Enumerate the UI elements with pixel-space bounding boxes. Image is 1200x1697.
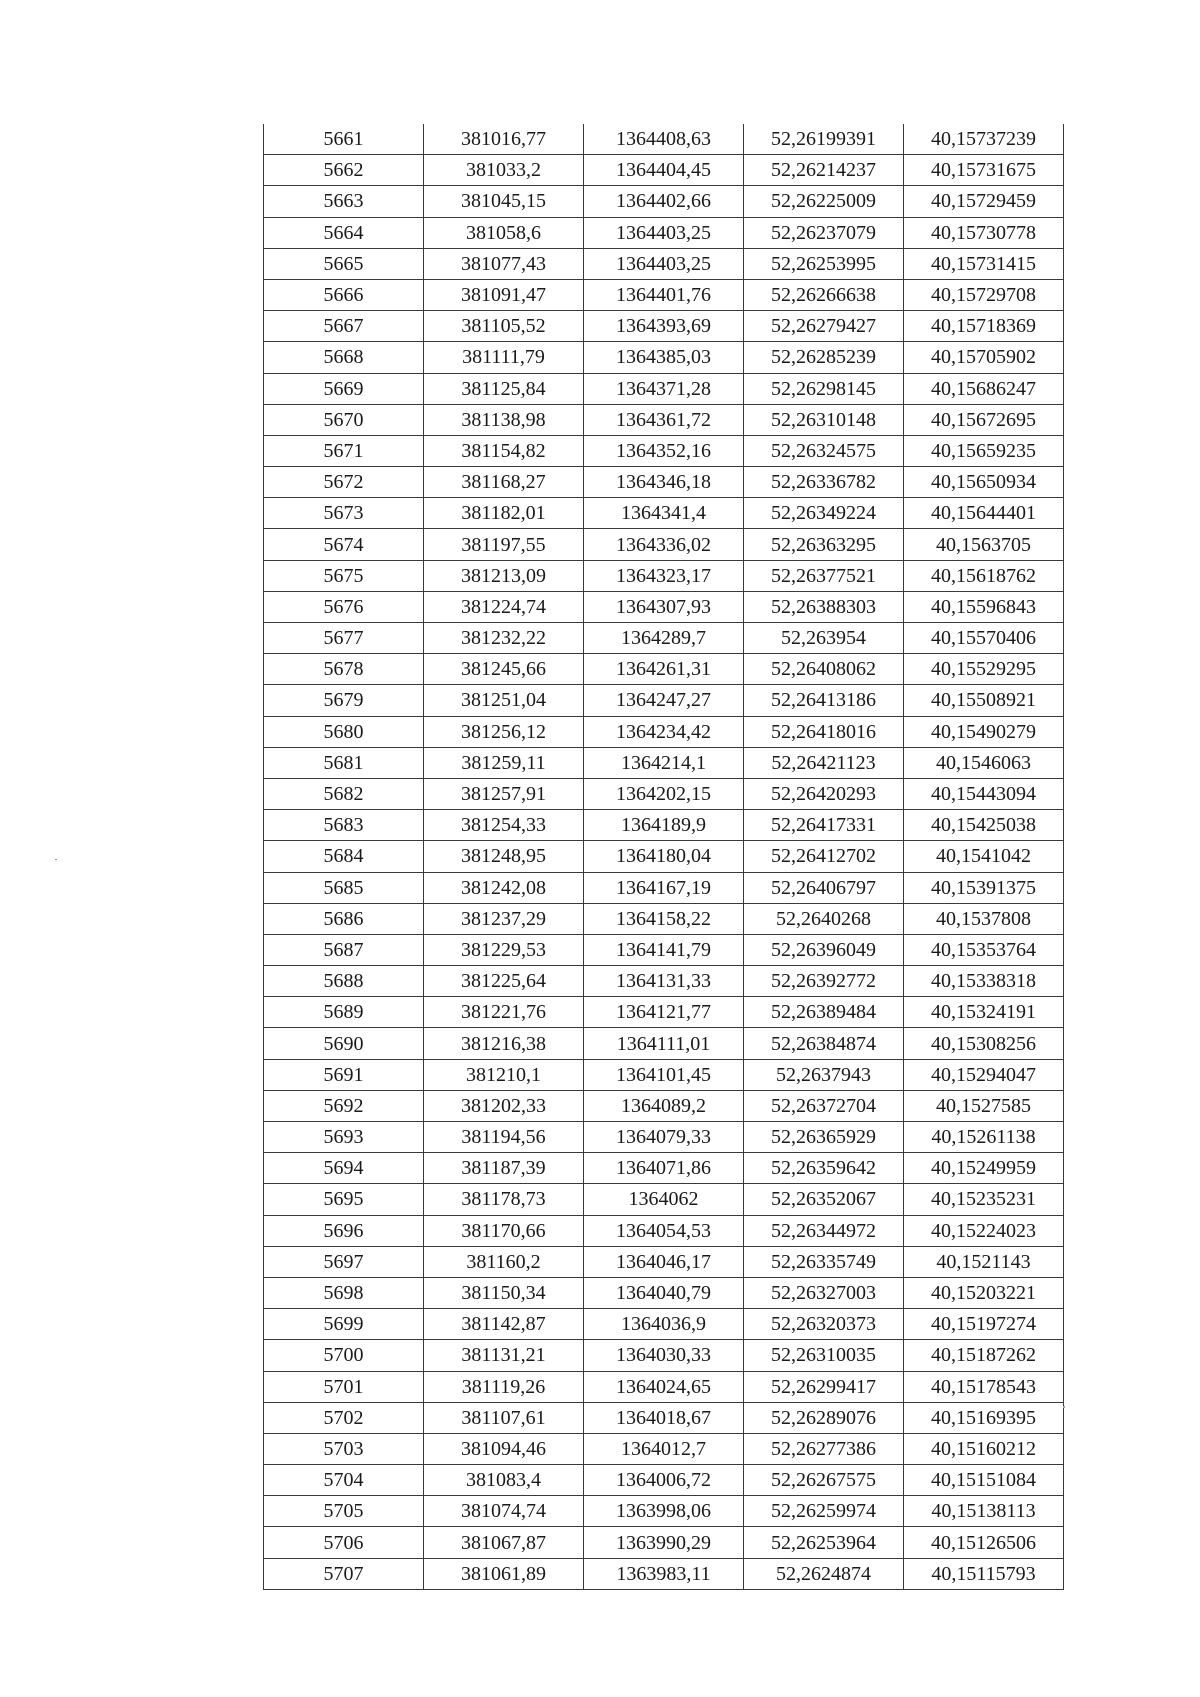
table-cell: 40,15187262	[904, 1340, 1064, 1371]
table-row	[264, 1122, 1064, 1153]
table-cell: 52,26359642	[744, 1153, 904, 1184]
table-cell: 1364247,27	[584, 685, 744, 716]
table-cell: 40,1546063	[904, 747, 1064, 778]
table-cell: 1364346,18	[584, 467, 744, 498]
table-row	[264, 778, 1064, 809]
table-cell: 52,26320373	[744, 1309, 904, 1340]
table-row	[264, 747, 1064, 778]
table-cell: 52,26199391	[744, 124, 904, 155]
table-cell: 1364121,77	[584, 997, 744, 1028]
table-cell: 1364071,86	[584, 1153, 744, 1184]
table-row	[264, 1371, 1064, 1402]
table-cell: 5692	[264, 1090, 424, 1121]
scan-speck	[1063, 1406, 1065, 1408]
table-row	[264, 279, 1064, 310]
table-cell: 381083,4	[424, 1465, 584, 1496]
table-cell: 1364089,2	[584, 1090, 744, 1121]
table-cell: 1364214,1	[584, 747, 744, 778]
table-cell: 5676	[264, 591, 424, 622]
table-row	[264, 934, 1064, 965]
table-cell: 1364012,7	[584, 1433, 744, 1464]
table-cell: 381197,55	[424, 529, 584, 560]
table-cell: 5663	[264, 186, 424, 217]
table-cell: 1364141,79	[584, 934, 744, 965]
table-cell: 40,15138113	[904, 1496, 1064, 1527]
table-cell: 5690	[264, 1028, 424, 1059]
table-cell: 1364336,02	[584, 529, 744, 560]
table-cell: 52,26225009	[744, 186, 904, 217]
table-cell: 52,26299417	[744, 1371, 904, 1402]
table-cell: 381111,79	[424, 342, 584, 373]
table-cell: 5662	[264, 155, 424, 186]
table-cell: 5674	[264, 529, 424, 560]
table-cell: 52,26253995	[744, 248, 904, 279]
table-row	[264, 373, 1064, 404]
table-cell: 381061,89	[424, 1558, 584, 1589]
table-cell: 40,15126506	[904, 1527, 1064, 1558]
table-cell: 1364385,03	[584, 342, 744, 373]
table-cell: 5702	[264, 1402, 424, 1433]
table-cell: 1364189,9	[584, 810, 744, 841]
table-cell: 1363983,11	[584, 1558, 744, 1589]
table-row	[264, 1527, 1064, 1558]
table-cell: 5668	[264, 342, 424, 373]
table-row	[264, 248, 1064, 279]
table-cell: 5696	[264, 1215, 424, 1246]
table-cell: 1364341,4	[584, 498, 744, 529]
table-cell: 52,2640268	[744, 903, 904, 934]
table-cell: 52,26388303	[744, 591, 904, 622]
table-cell: 381074,74	[424, 1496, 584, 1527]
table-cell: 52,26335749	[744, 1246, 904, 1277]
table-cell: 40,15338318	[904, 966, 1064, 997]
table-cell: 381131,21	[424, 1340, 584, 1371]
table-row	[264, 1059, 1064, 1090]
table-cell: 1364036,9	[584, 1309, 744, 1340]
table-cell: 1364401,76	[584, 279, 744, 310]
table-cell: 1364289,7	[584, 623, 744, 654]
table-row	[264, 155, 1064, 186]
table-cell: 381237,29	[424, 903, 584, 934]
table-cell: 5664	[264, 217, 424, 248]
table-row	[264, 560, 1064, 591]
table-cell: 381138,98	[424, 404, 584, 435]
table-cell: 40,15650934	[904, 467, 1064, 498]
table-cell: 5686	[264, 903, 424, 934]
table-cell: 40,15729459	[904, 186, 1064, 217]
table-cell: 52,26372704	[744, 1090, 904, 1121]
table-cell: 381225,64	[424, 966, 584, 997]
table-row	[264, 716, 1064, 747]
table-cell: 40,15644401	[904, 498, 1064, 529]
table-row	[264, 997, 1064, 1028]
table-cell: 1364403,25	[584, 217, 744, 248]
table-cell: 40,15570406	[904, 623, 1064, 654]
table-cell: 1364371,28	[584, 373, 744, 404]
table-row	[264, 903, 1064, 934]
table-cell: 5697	[264, 1246, 424, 1277]
table-cell: 1364403,25	[584, 248, 744, 279]
table-cell: 5703	[264, 1433, 424, 1464]
table-cell: 1364393,69	[584, 311, 744, 342]
table-cell: 1364180,04	[584, 841, 744, 872]
table-cell: 52,26421123	[744, 747, 904, 778]
table-row	[264, 1153, 1064, 1184]
table-cell: 40,15197274	[904, 1309, 1064, 1340]
table-cell: 381150,34	[424, 1277, 584, 1308]
table-row	[264, 1090, 1064, 1121]
table-cell: 5681	[264, 747, 424, 778]
table-row	[264, 841, 1064, 872]
table-row	[264, 654, 1064, 685]
table-cell: 5694	[264, 1153, 424, 1184]
table-cell: 381125,84	[424, 373, 584, 404]
table-cell: 52,2637943	[744, 1059, 904, 1090]
table-cell: 381178,73	[424, 1184, 584, 1215]
table-row	[264, 810, 1064, 841]
table-row	[264, 591, 1064, 622]
table-row	[264, 872, 1064, 903]
table-cell: 1364158,22	[584, 903, 744, 934]
table-row	[264, 1277, 1064, 1308]
table-cell: 381154,82	[424, 435, 584, 466]
coordinates-table-body	[264, 124, 1064, 1589]
table-cell: 52,26344972	[744, 1215, 904, 1246]
table-cell: 5673	[264, 498, 424, 529]
table-cell: 1364307,93	[584, 591, 744, 622]
table-row	[264, 1246, 1064, 1277]
table-cell: 381224,74	[424, 591, 584, 622]
table-cell: 40,15686247	[904, 373, 1064, 404]
table-cell: 381256,12	[424, 716, 584, 747]
table-cell: 1364352,16	[584, 435, 744, 466]
table-cell: 40,15115793	[904, 1558, 1064, 1589]
table-cell: 1364131,33	[584, 966, 744, 997]
table-cell: 52,26214237	[744, 155, 904, 186]
table-cell: 5695	[264, 1184, 424, 1215]
table-cell: 1364234,42	[584, 716, 744, 747]
table-cell: 381182,01	[424, 498, 584, 529]
table-cell: 52,26253964	[744, 1527, 904, 1558]
table-cell: 52,26396049	[744, 934, 904, 965]
table-cell: 5671	[264, 435, 424, 466]
table-cell: 52,26349224	[744, 498, 904, 529]
table-cell: 1364101,45	[584, 1059, 744, 1090]
table-cell: 5680	[264, 716, 424, 747]
table-cell: 1364408,63	[584, 124, 744, 155]
table-cell: 5682	[264, 778, 424, 809]
table-cell: 5706	[264, 1527, 424, 1558]
table-cell: 5672	[264, 467, 424, 498]
table-cell: 52,26310148	[744, 404, 904, 435]
table-cell: 381091,47	[424, 279, 584, 310]
table-row	[264, 498, 1064, 529]
table-row	[264, 1465, 1064, 1496]
table-cell: 381067,87	[424, 1527, 584, 1558]
table-cell: 381160,2	[424, 1246, 584, 1277]
table-row	[264, 186, 1064, 217]
table-cell: 381210,1	[424, 1059, 584, 1090]
table-row	[264, 1340, 1064, 1371]
table-cell: 52,2624874	[744, 1558, 904, 1589]
table-cell: 5683	[264, 810, 424, 841]
table-cell: 381254,33	[424, 810, 584, 841]
table-cell: 381216,38	[424, 1028, 584, 1059]
table-cell: 40,15705902	[904, 342, 1064, 373]
table-cell: 1364167,19	[584, 872, 744, 903]
table-cell: 381105,52	[424, 311, 584, 342]
table-cell: 52,26389484	[744, 997, 904, 1028]
table-cell: 381077,43	[424, 248, 584, 279]
table-cell: 40,15729708	[904, 279, 1064, 310]
table-cell: 381187,39	[424, 1153, 584, 1184]
table-row	[264, 1309, 1064, 1340]
table-cell: 5704	[264, 1465, 424, 1496]
table-cell: 40,15308256	[904, 1028, 1064, 1059]
table-row	[264, 1433, 1064, 1464]
table-cell: 1364006,72	[584, 1465, 744, 1496]
table-cell: 40,15672695	[904, 404, 1064, 435]
table-cell: 381232,22	[424, 623, 584, 654]
table-cell: 381194,56	[424, 1122, 584, 1153]
table-cell: 381045,15	[424, 186, 584, 217]
table-cell: 40,15490279	[904, 716, 1064, 747]
table-cell: 381016,77	[424, 124, 584, 155]
table-cell: 52,26377521	[744, 560, 904, 591]
table-cell: 5685	[264, 872, 424, 903]
table-cell: 40,15529295	[904, 654, 1064, 685]
table-cell: 52,26266638	[744, 279, 904, 310]
table-row	[264, 435, 1064, 466]
table-cell: 1364040,79	[584, 1277, 744, 1308]
table-cell: 52,26417331	[744, 810, 904, 841]
table-cell: 1364046,17	[584, 1246, 744, 1277]
table-cell: 40,15425038	[904, 810, 1064, 841]
table-cell: 52,26259974	[744, 1496, 904, 1527]
table-cell: 1364030,33	[584, 1340, 744, 1371]
table-cell: 381242,08	[424, 872, 584, 903]
table-cell: 52,26384874	[744, 1028, 904, 1059]
table-cell: 40,15160212	[904, 1433, 1064, 1464]
table-cell: 52,26418016	[744, 716, 904, 747]
table-row	[264, 1402, 1064, 1433]
table-cell: 52,26336782	[744, 467, 904, 498]
table-cell: 52,26298145	[744, 373, 904, 404]
table-cell: 1364111,01	[584, 1028, 744, 1059]
table-cell: 52,26324575	[744, 435, 904, 466]
table-cell: 5705	[264, 1496, 424, 1527]
table-cell: 40,1527585	[904, 1090, 1064, 1121]
table-cell: 40,1541042	[904, 841, 1064, 872]
table-cell: 381170,66	[424, 1215, 584, 1246]
table-cell: 52,26285239	[744, 342, 904, 373]
table-cell: 52,26352067	[744, 1184, 904, 1215]
table-cell: 5666	[264, 279, 424, 310]
table-cell: 52,26413186	[744, 685, 904, 716]
table-cell: 1364202,15	[584, 778, 744, 809]
table-cell: 5699	[264, 1309, 424, 1340]
table-cell: 381107,61	[424, 1402, 584, 1433]
table-cell: 5670	[264, 404, 424, 435]
table-cell: 40,1563705	[904, 529, 1064, 560]
table-cell: 40,15178543	[904, 1371, 1064, 1402]
table-cell: 40,15249959	[904, 1153, 1064, 1184]
table-cell: 40,15391375	[904, 872, 1064, 903]
table-cell: 52,26363295	[744, 529, 904, 560]
table-cell: 52,26289076	[744, 1402, 904, 1433]
table-cell: 5661	[264, 124, 424, 155]
table-cell: 381142,87	[424, 1309, 584, 1340]
table-cell: 40,15718369	[904, 311, 1064, 342]
table-cell: 1364323,17	[584, 560, 744, 591]
table-row	[264, 1184, 1064, 1215]
table-cell: 5689	[264, 997, 424, 1028]
table-cell: 1364079,33	[584, 1122, 744, 1153]
table-cell: 40,15353764	[904, 934, 1064, 965]
table-cell: 1364361,72	[584, 404, 744, 435]
table-cell: 5678	[264, 654, 424, 685]
table-cell: 52,26267575	[744, 1465, 904, 1496]
table-cell: 40,15443094	[904, 778, 1064, 809]
table-cell: 5684	[264, 841, 424, 872]
table-cell: 40,15169395	[904, 1402, 1064, 1433]
coordinates-table	[263, 124, 1064, 1590]
table-cell: 5675	[264, 560, 424, 591]
table-cell: 52,26420293	[744, 778, 904, 809]
table-cell: 1364404,45	[584, 155, 744, 186]
table-cell: 40,15618762	[904, 560, 1064, 591]
table-cell: 381245,66	[424, 654, 584, 685]
table-row	[264, 966, 1064, 997]
table-cell: 5665	[264, 248, 424, 279]
table-cell: 40,15224023	[904, 1215, 1064, 1246]
table-cell: 381202,33	[424, 1090, 584, 1121]
table-cell: 381257,91	[424, 778, 584, 809]
table-cell: 381251,04	[424, 685, 584, 716]
table-cell: 5691	[264, 1059, 424, 1090]
table-row	[264, 685, 1064, 716]
table-cell: 40,15508921	[904, 685, 1064, 716]
table-cell: 40,15235231	[904, 1184, 1064, 1215]
table-cell: 5700	[264, 1340, 424, 1371]
table-cell: 52,26392772	[744, 966, 904, 997]
table-cell: 1364062	[584, 1184, 744, 1215]
table-cell: 52,26412702	[744, 841, 904, 872]
table-row	[264, 623, 1064, 654]
table-cell: 52,26406797	[744, 872, 904, 903]
table-cell: 52,26237079	[744, 217, 904, 248]
table-cell: 5679	[264, 685, 424, 716]
table-cell: 5693	[264, 1122, 424, 1153]
table-row	[264, 1028, 1064, 1059]
table-cell: 52,26327003	[744, 1277, 904, 1308]
table-cell: 381033,2	[424, 155, 584, 186]
table-row	[264, 467, 1064, 498]
table-cell: 381259,11	[424, 747, 584, 778]
table-row	[264, 124, 1064, 155]
table-cell: 381248,95	[424, 841, 584, 872]
table-cell: 381119,26	[424, 1371, 584, 1402]
table-cell: 40,15151084	[904, 1465, 1064, 1496]
table-cell: 40,15731415	[904, 248, 1064, 279]
table-cell: 1363998,06	[584, 1496, 744, 1527]
table-cell: 52,26310035	[744, 1340, 904, 1371]
table-cell: 5687	[264, 934, 424, 965]
table-cell: 40,1537808	[904, 903, 1064, 934]
table-cell: 40,15730778	[904, 217, 1064, 248]
table-cell: 5698	[264, 1277, 424, 1308]
table-cell: 381168,27	[424, 467, 584, 498]
table-cell: 5688	[264, 966, 424, 997]
table-cell: 1364402,66	[584, 186, 744, 217]
table-cell: 52,26277386	[744, 1433, 904, 1464]
table-cell: 5669	[264, 373, 424, 404]
table-cell: 40,15659235	[904, 435, 1064, 466]
table-cell: 1363990,29	[584, 1527, 744, 1558]
table-row	[264, 1496, 1064, 1527]
table-row	[264, 529, 1064, 560]
table-cell: 5707	[264, 1558, 424, 1589]
table-cell: 1364018,67	[584, 1402, 744, 1433]
table-cell: 52,263954	[744, 623, 904, 654]
table-cell: 52,26279427	[744, 311, 904, 342]
table-cell: 381213,09	[424, 560, 584, 591]
table-cell: 40,15737239	[904, 124, 1064, 155]
table-cell: 40,15261138	[904, 1122, 1064, 1153]
scan-speck	[55, 859, 57, 860]
table-cell: 1364261,31	[584, 654, 744, 685]
table-row	[264, 1215, 1064, 1246]
table-cell: 381058,6	[424, 217, 584, 248]
table-row	[264, 1558, 1064, 1589]
table-cell: 40,15294047	[904, 1059, 1064, 1090]
table-row	[264, 404, 1064, 435]
table-cell: 5701	[264, 1371, 424, 1402]
table-cell: 5677	[264, 623, 424, 654]
table-cell: 52,26408062	[744, 654, 904, 685]
table-cell: 40,15324191	[904, 997, 1064, 1028]
table-cell: 381229,53	[424, 934, 584, 965]
table-cell: 5667	[264, 311, 424, 342]
table-cell: 381094,46	[424, 1433, 584, 1464]
table-cell: 52,26365929	[744, 1122, 904, 1153]
table-row	[264, 217, 1064, 248]
table-row	[264, 311, 1064, 342]
table-cell: 40,15731675	[904, 155, 1064, 186]
table-cell: 40,1521143	[904, 1246, 1064, 1277]
table-cell: 1364024,65	[584, 1371, 744, 1402]
table-cell: 40,15596843	[904, 591, 1064, 622]
table-cell: 381221,76	[424, 997, 584, 1028]
table-cell: 40,15203221	[904, 1277, 1064, 1308]
table-cell: 1364054,53	[584, 1215, 744, 1246]
table-row	[264, 342, 1064, 373]
